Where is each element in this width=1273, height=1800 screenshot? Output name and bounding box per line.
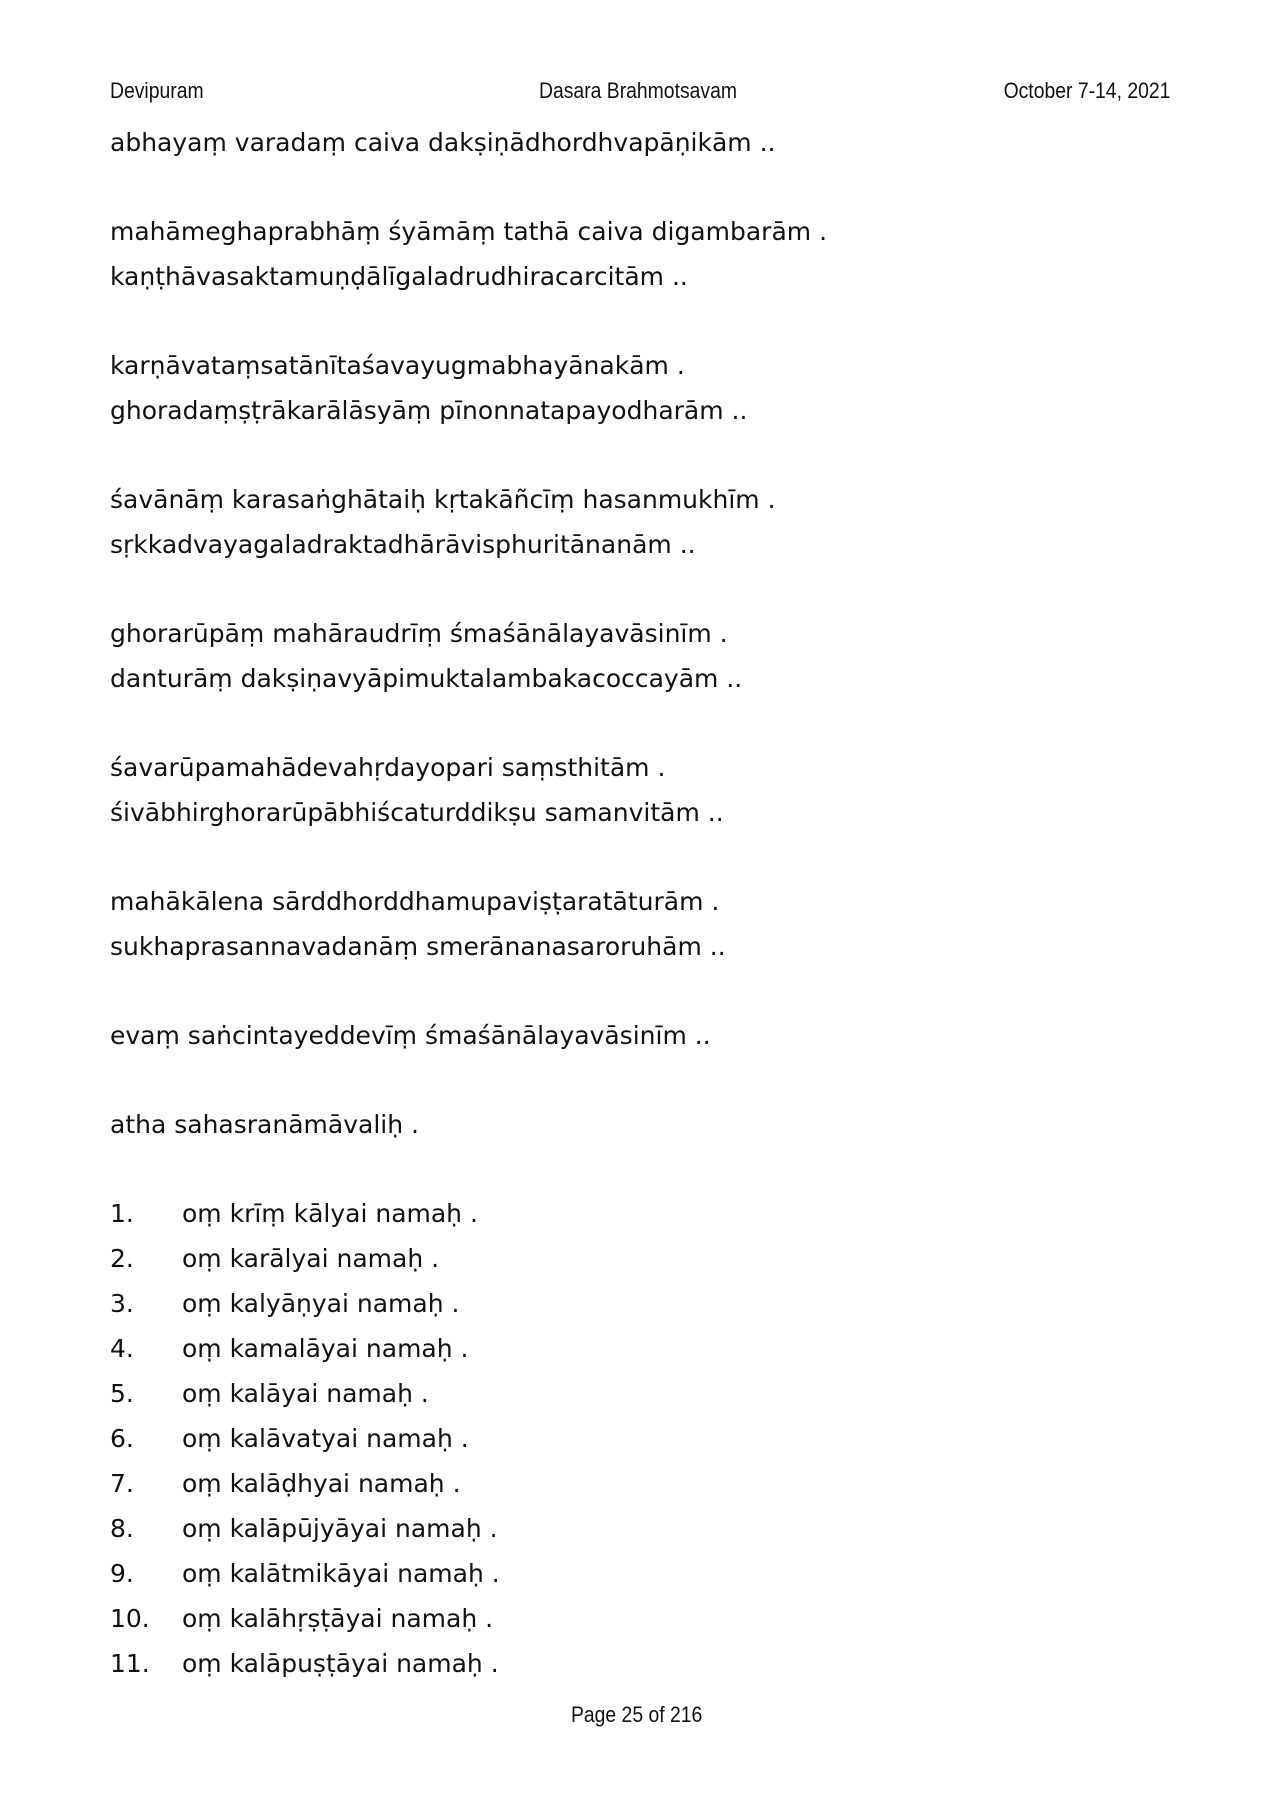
list-item [110,1371,1170,1416]
item-number: 4. [110,1334,134,1363]
stanza [110,879,1170,969]
item-number: 2. [110,1244,134,1273]
verse-line: abhayaṃ varadaṃ caiva dakṣiṇādhordhvapāṇikām .. [110,128,776,157]
header-left: Devipuram [110,78,204,103]
item-text: oṃ kamalāyai namaḥ . [182,1334,469,1363]
list-item [110,1461,1170,1506]
list-item [110,1506,1170,1551]
item-number: 3. [110,1289,134,1318]
item-text: oṃ kalāpūjyāyai namaḥ . [182,1514,498,1543]
list-item [110,1641,1170,1686]
header-date: October 7-14, 2021 [1003,78,1171,103]
verse-line: evaṃ saṅcintayeddevīṃ śmaśānālayavāsinīm .. [110,1021,711,1050]
verse-line: karṇāvataṃsatānītaśavayugmabhayānakām . [110,351,685,380]
item-number: 11. [110,1649,150,1678]
item-text: oṃ kalāpuṣṭāyai namaḥ . [182,1649,499,1678]
item-text: oṃ kalāyai namaḥ . [182,1379,429,1408]
item-number: 1. [110,1199,134,1228]
verse-line: sṛkkadvayagaladraktadhārāvisphuritānanām .. [110,530,696,559]
item-text: oṃ krīṃ kālyai namaḥ . [182,1199,478,1228]
list-item [110,1596,1170,1641]
verse-line: śavarūpamahādevahṛdayopari saṃsthitām . [110,753,666,782]
item-number: 6. [110,1424,134,1453]
list-item [110,1236,1170,1281]
section-heading [110,1102,1170,1147]
item-number: 7. [110,1469,134,1498]
verse-line: śivābhirghorarūpābhiścaturddikṣu samanvitām .. [110,798,724,827]
list-item [110,1551,1170,1596]
page-content [110,120,1170,1686]
verse-line: sukhaprasannavadanāṃ smerānanasaroruhām .. [110,932,726,961]
list-item [110,1326,1170,1371]
stanza [110,209,1170,299]
stanza [110,120,1170,165]
verse-line: danturāṃ dakṣiṇavyāpimuktalambakacoccayām .. [110,664,743,693]
list-item [110,1281,1170,1326]
item-text: oṃ kalāḍhyai namaḥ . [182,1469,461,1498]
item-number: 10. [110,1604,150,1633]
item-text: oṃ karālyai namaḥ . [182,1244,440,1273]
header-title: Dasara Brahmotsavam [539,78,737,103]
item-number: 8. [110,1514,134,1543]
verse-line: atha sahasranāmāvaliḥ . [110,1110,419,1139]
verse-line: mahākālena sārddhorddhamupaviṣṭaratāturām . [110,887,720,916]
verse-line: mahāmeghaprabhāṃ śyāmāṃ tathā caiva digambarām . [110,217,828,246]
page-number: Page 25 of 216 [570,1702,703,1727]
item-text: oṃ kalāhṛṣṭāyai namaḥ . [182,1604,494,1633]
verse-line: kaṇṭhāvasaktamuṇḍālīgaladrudhiracarcitām .. [110,262,688,291]
stanza [110,745,1170,835]
stanza [110,1013,1170,1058]
stanza [110,611,1170,701]
page-header [110,78,1171,108]
item-text: oṃ kalyāṇyai namaḥ . [182,1289,460,1318]
stanza [110,477,1170,567]
stanza [110,343,1170,433]
page-footer [0,1702,1273,1728]
item-number: 5. [110,1379,134,1408]
list-item [110,1416,1170,1461]
verse-line: śavānāṃ karasaṅghātaiḥ kṛtakāñcīṃ hasanmukhīm . [110,485,776,514]
item-number: 9. [110,1559,134,1588]
verse-line: ghorarūpāṃ mahāraudrīṃ śmaśānālayavāsinīm . [110,619,728,648]
verse-line: ghoradaṃṣṭrākarālāsyāṃ pīnonnatapayodharām .. [110,396,748,425]
list-item [110,1191,1170,1236]
item-text: oṃ kalātmikāyai namaḥ . [182,1559,500,1588]
names-list [110,1191,1170,1686]
item-text: oṃ kalāvatyai namaḥ . [182,1424,469,1453]
